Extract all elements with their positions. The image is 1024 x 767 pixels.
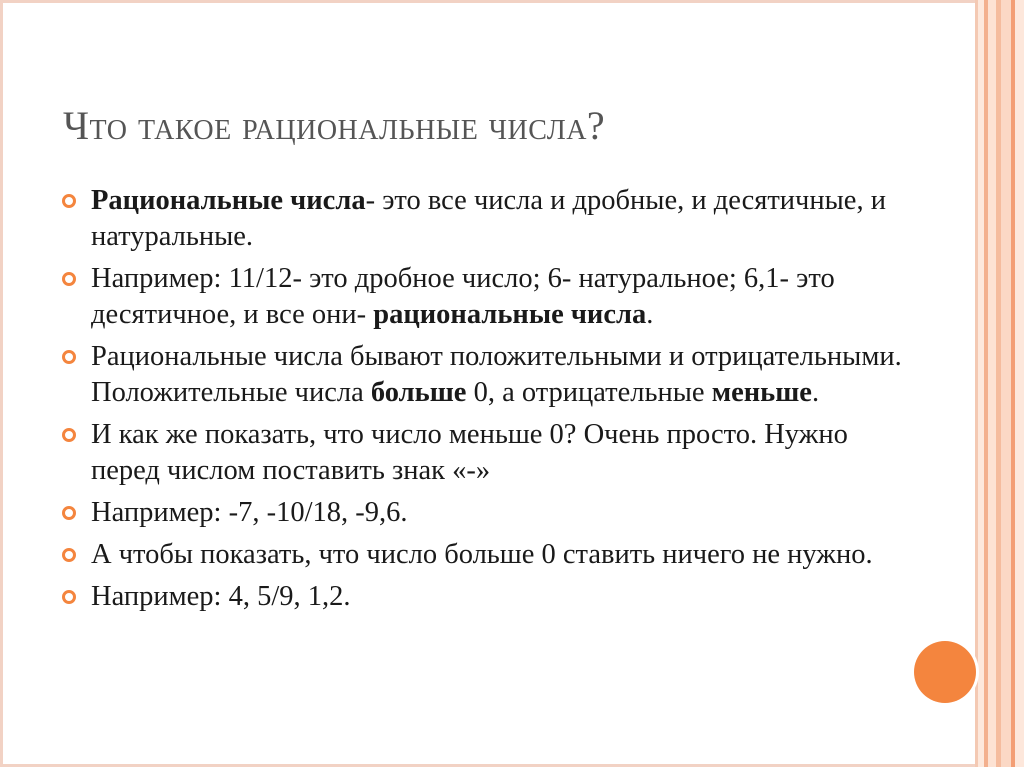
bullet-item-definition	[60, 183, 920, 255]
bullet-item-negative-example	[60, 495, 920, 531]
bullet-text: Например: -7, -10/18, -9,6.	[91, 497, 408, 528]
stripe	[1015, 0, 1024, 767]
bullet-text: Например: 11/12- это дробное число; 6- натуральное; 6,1- это десятичное, и все они-	[91, 263, 835, 330]
bullet-text: - это все числа и дробные, и десятичные, и натуральные.	[91, 185, 886, 252]
bullet-item-negative	[60, 417, 920, 489]
bullet-text: А чтобы показать, что число больше 0 ставить ничего не нужно.	[91, 539, 873, 570]
bullet-text-bold: меньше	[711, 377, 812, 408]
circle-bullet-icon	[62, 428, 76, 442]
circle-bullet-icon	[62, 272, 76, 286]
bullet-text-bold: Рациональные числа	[91, 185, 366, 216]
bullet-text: Например: 4, 5/9, 1,2.	[91, 581, 351, 612]
bullet-item-positive	[60, 537, 920, 573]
bullet-text: Рациональные числа бывают положительными и отрицательными. Положительные числа	[91, 341, 902, 408]
decorative-stripes	[975, 0, 1024, 767]
bullet-text: .	[646, 299, 654, 330]
bullet-text: И как же показать, что число меньше 0? Очень просто. Нужно перед числом поставить знак «-»	[91, 419, 848, 486]
bullet-item-example	[60, 261, 920, 333]
stripe	[988, 0, 996, 767]
circle-bullet-icon	[62, 350, 76, 364]
circle-bullet-icon	[62, 548, 76, 562]
decorative-circle	[914, 641, 976, 703]
bullet-list	[60, 183, 920, 621]
bullet-text: 0, а отрицательные	[466, 377, 712, 408]
circle-bullet-icon	[62, 506, 76, 520]
bullet-text-bold: больше	[370, 377, 467, 408]
circle-bullet-icon	[62, 194, 76, 208]
bullet-text: .	[811, 377, 820, 408]
bullet-item-positive-example	[60, 579, 920, 615]
bullet-text-bold: рациональные числа	[373, 299, 647, 330]
slide-title: Что такое рациональные числа?	[63, 103, 606, 148]
circle-bullet-icon	[62, 590, 76, 604]
stripe	[1001, 0, 1011, 767]
bullet-item-sign	[60, 339, 920, 411]
